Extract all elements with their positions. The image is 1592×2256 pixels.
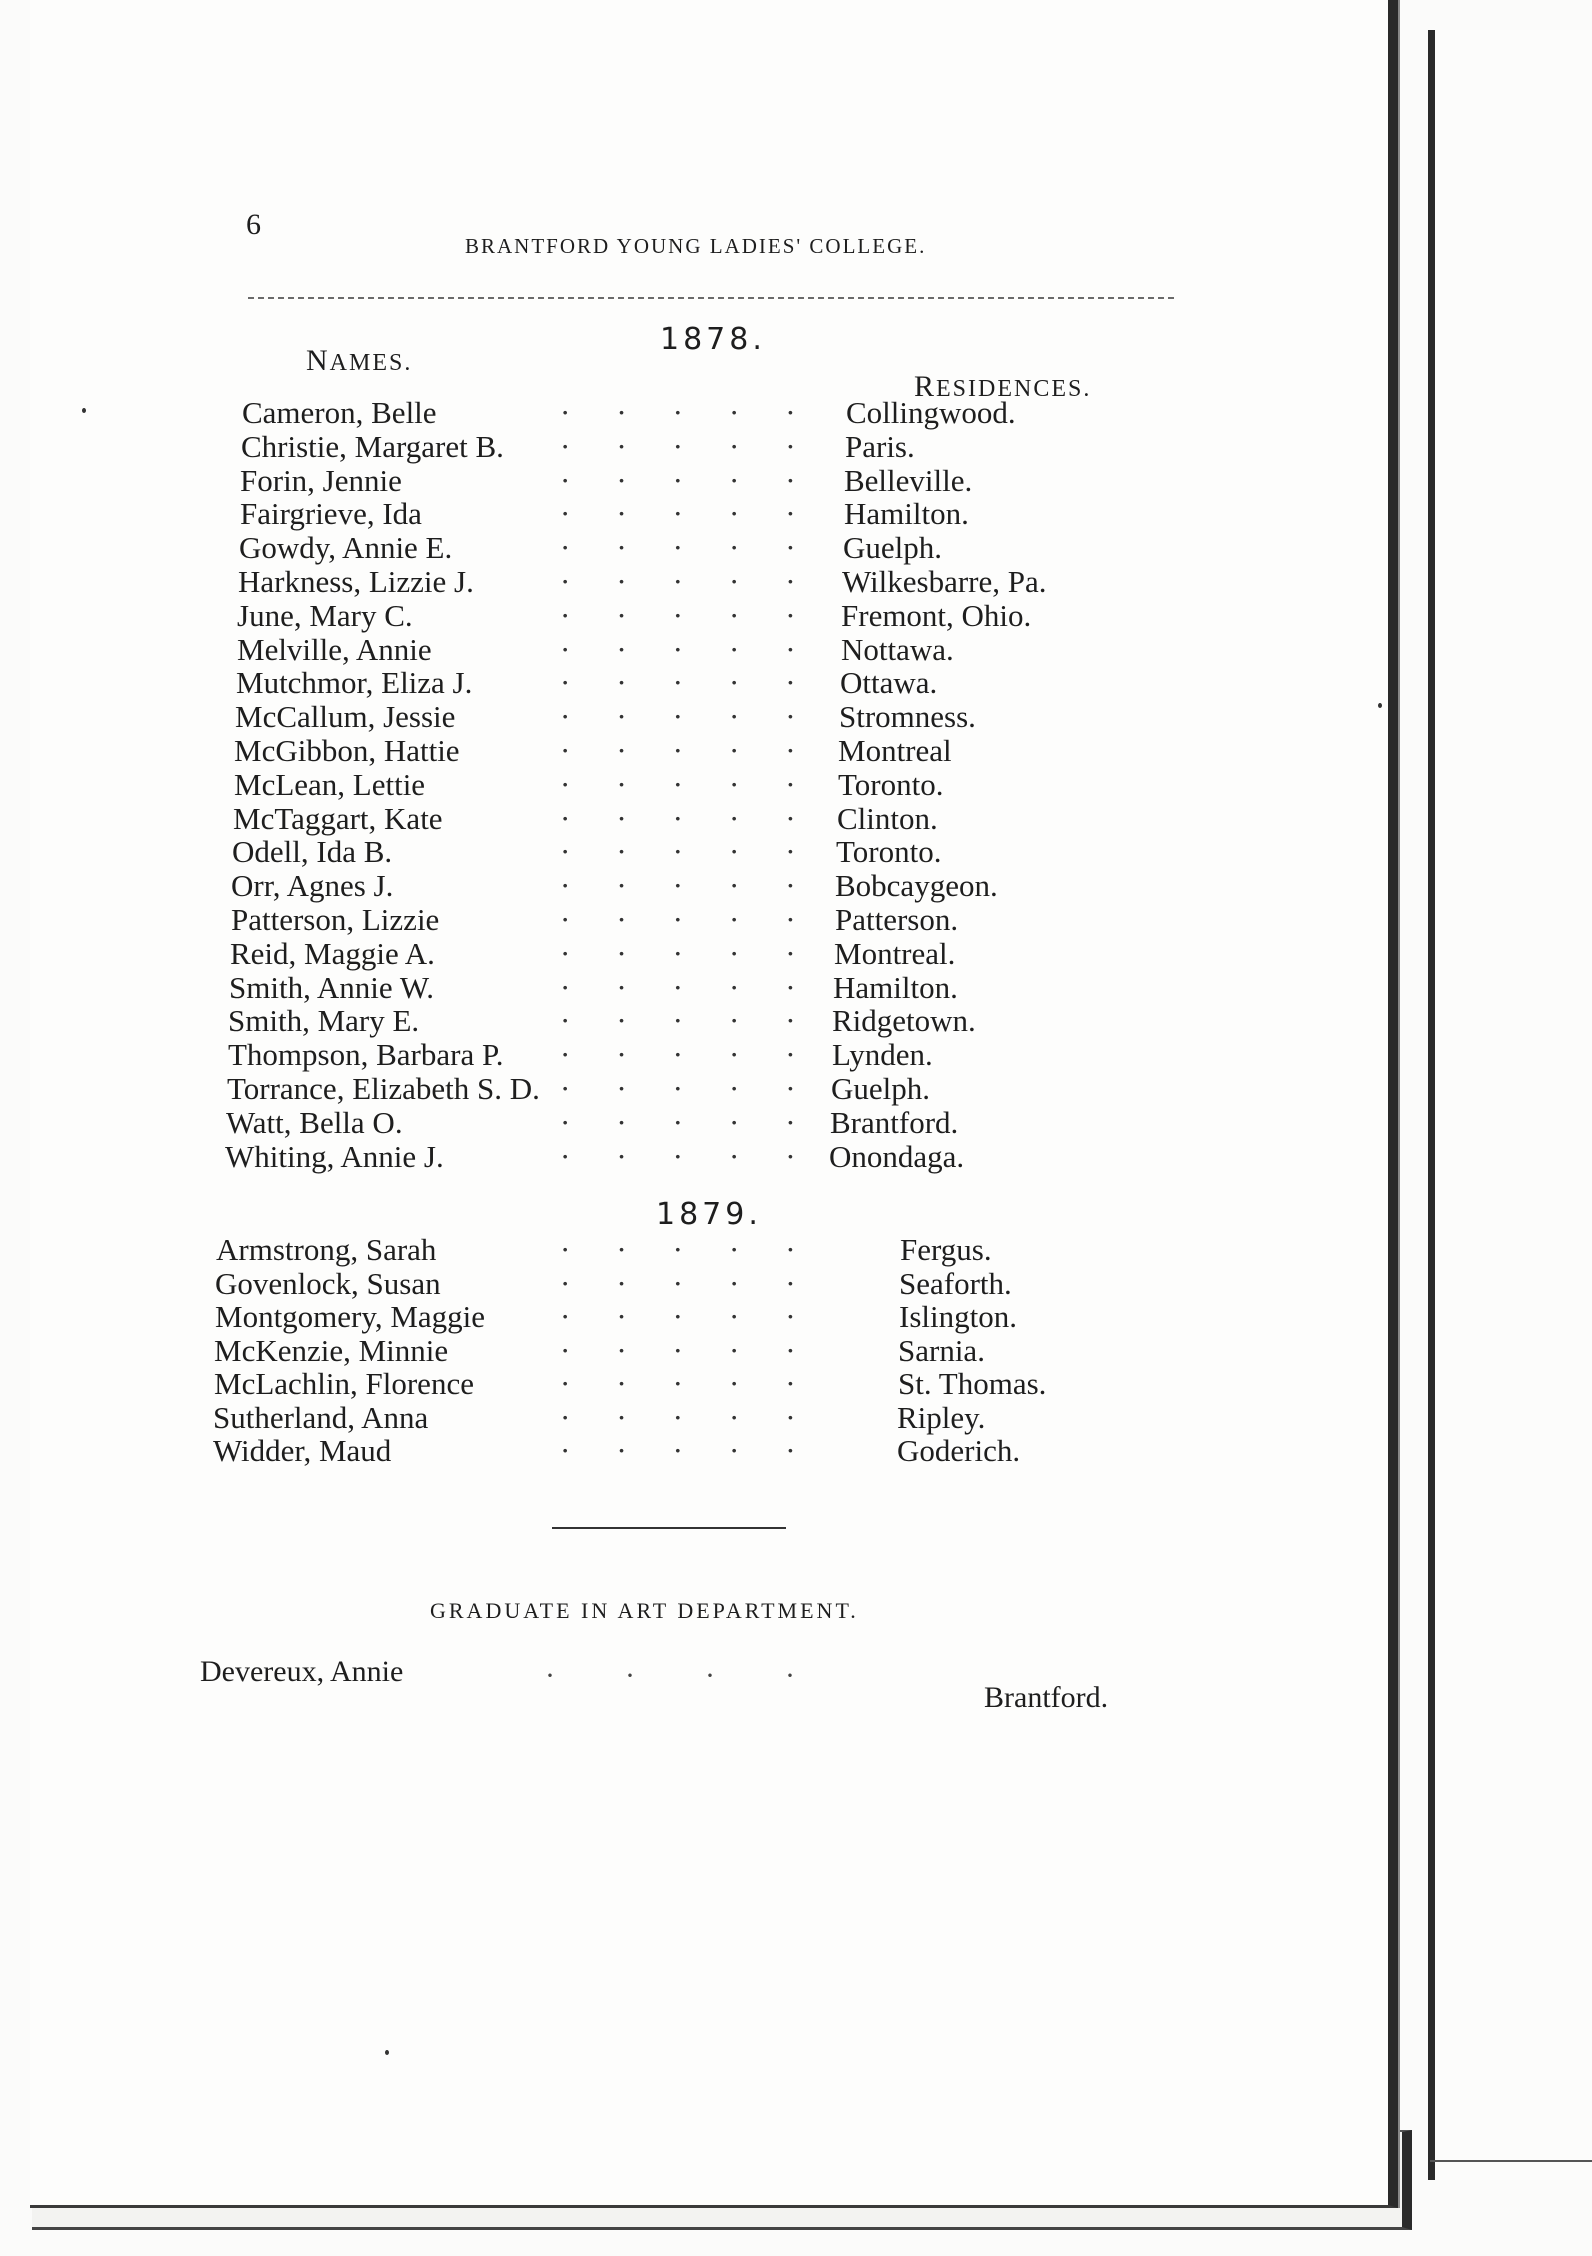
graduate-name: Harkness, Lizzie J.	[238, 564, 474, 599]
graduate-name: Thompson, Barbara P.	[228, 1037, 504, 1073]
list-item	[0, 1366, 1300, 1400]
graduate-residence: Brantford.	[830, 1104, 959, 1140]
graduate-residence: Goderich.	[897, 1433, 1021, 1468]
names-column-heading: NAMES.	[306, 344, 413, 377]
dot-leader: ·····	[560, 597, 842, 633]
graduate-name: Smith, Mary E.	[228, 1003, 420, 1039]
graduate-name: Fairgrieve, Ida	[240, 496, 422, 532]
graduate-residence: Hamilton.	[833, 969, 958, 1005]
list-item	[0, 598, 1300, 632]
list-item	[0, 1433, 1300, 1467]
list-item	[0, 1139, 1300, 1173]
graduate-name: Watt, Bella O.	[226, 1104, 403, 1140]
graduate-name: Govenlock, Susan	[215, 1265, 441, 1301]
graduate-residence: Paris.	[845, 428, 915, 464]
dot-leader: ·····	[560, 766, 842, 802]
graduate-name: Devereux, Annie	[200, 1655, 404, 1688]
dot-leader: ·····	[560, 564, 842, 599]
graduate-name: Montgomery, Maggie	[215, 1299, 486, 1334]
graduate-name: Sutherland, Anna	[213, 1399, 429, 1435]
list-item	[0, 665, 1300, 699]
graduate-residence: Guelph.	[831, 1071, 931, 1106]
list-item	[0, 1105, 1300, 1139]
page-number: 6	[246, 208, 261, 241]
graduate-name: Reid, Maggie A.	[230, 935, 435, 971]
list-item	[0, 936, 1300, 970]
dot-leader: ·····	[560, 1037, 842, 1073]
graduate-residence: Islington.	[899, 1299, 1017, 1334]
section-divider-rule	[552, 1527, 786, 1529]
list-item	[0, 1003, 1300, 1037]
residences-column-heading: RESIDENCES.	[914, 370, 1092, 403]
graduate-residence: Belleville.	[844, 462, 973, 498]
graduate-residence: Brantford.	[984, 1681, 1109, 1714]
running-head: BRANTFORD YOUNG LADIES' COLLEGE.	[465, 234, 927, 258]
graduate-residence: Toronto.	[836, 834, 942, 870]
dot-leader: ·····	[560, 530, 842, 566]
graduate-residence: Toronto.	[838, 766, 944, 802]
dot-leader: ·····	[560, 935, 842, 971]
graduate-residence: Ridgetown.	[832, 1003, 976, 1039]
list-item	[0, 1400, 1300, 1434]
graduate-name: Cameron, Belle	[242, 395, 437, 430]
graduate-name: Gowdy, Annie E.	[239, 530, 453, 566]
graduate-name: McKenzie, Minnie	[214, 1332, 449, 1368]
paper-speck	[385, 2050, 389, 2055]
graduate-residence: Ottawa.	[840, 665, 938, 701]
graduate-name: Widder, Maud	[213, 1433, 392, 1468]
list-item	[0, 496, 1300, 530]
list-item	[0, 564, 1300, 598]
list-item	[0, 868, 1300, 902]
graduate-name: Christie, Margaret B.	[241, 428, 504, 464]
dot-leader: ·····	[560, 868, 842, 904]
paper-speck	[82, 408, 86, 413]
graduate-residence: Patterson.	[835, 902, 959, 937]
graduate-residence: Nottawa.	[841, 631, 954, 667]
graduate-residence: Montreal	[838, 733, 952, 768]
list-item	[0, 1266, 1300, 1300]
graduate-residence: Ripley.	[897, 1399, 986, 1435]
dot-leader: ·····	[560, 1265, 842, 1301]
dot-leader: ····	[545, 1659, 865, 1692]
list-item	[0, 767, 1300, 801]
list-item	[0, 1333, 1300, 1367]
list-item	[0, 463, 1300, 497]
graduate-residence: Stromness.	[839, 699, 976, 735]
list-item	[0, 632, 1300, 666]
graduate-name: Whiting, Annie J.	[225, 1138, 444, 1174]
graduate-name: Patterson, Lizzie	[231, 902, 440, 937]
dot-leader: ·····	[560, 1433, 842, 1468]
graduate-name: Orr, Agnes J.	[231, 868, 394, 904]
graduate-residence: Seaforth.	[899, 1265, 1012, 1301]
dot-leader: ·····	[560, 1071, 842, 1106]
paper-speck	[1378, 703, 1382, 708]
graduate-residence: Onondaga.	[829, 1138, 965, 1174]
graduate-name: Smith, Annie W.	[229, 969, 434, 1005]
graduate-name: Forin, Jennie	[240, 462, 402, 498]
year-heading-1878: 1878.	[660, 322, 766, 357]
graduate-residence: Sarnia.	[898, 1332, 985, 1368]
list-item	[0, 902, 1300, 936]
graduate-name: Torrance, Elizabeth S. D.	[227, 1071, 540, 1106]
graduate-name: Melville, Annie	[237, 631, 432, 667]
graduate-residence: Bobcaygeon.	[835, 868, 998, 904]
dot-leader: ·····	[560, 1104, 842, 1140]
list-item	[0, 429, 1300, 463]
graduate-name: McTaggart, Kate	[233, 800, 443, 836]
graduate-residence: Guelph.	[843, 530, 943, 566]
dot-leader: ·····	[560, 496, 842, 532]
dot-leader: ·····	[560, 800, 842, 836]
graduate-residence: Wilkesbarre, Pa.	[842, 564, 1047, 599]
art-department-heading: GRADUATE IN ART DEPARTMENT.	[430, 1598, 859, 1623]
dot-leader: ·····	[560, 665, 842, 701]
graduate-residence: St. Thomas.	[898, 1366, 1047, 1401]
dot-leader: ·····	[560, 1299, 842, 1334]
year-heading-1879: 1879.	[656, 1197, 762, 1232]
list-item	[0, 801, 1300, 835]
list-item	[0, 530, 1300, 564]
graduate-name: McLean, Lettie	[234, 766, 426, 802]
list-item	[0, 1299, 1300, 1333]
graduate-residence: Fergus.	[900, 1232, 992, 1267]
dot-leader: ·····	[560, 428, 842, 464]
graduate-name: Odell, Ida B.	[232, 834, 393, 870]
graduate-name: McLachlin, Florence	[214, 1366, 474, 1401]
graduate-name: McGibbon, Hattie	[234, 733, 460, 768]
list-item	[200, 1655, 1200, 1714]
dot-leader: ·····	[560, 969, 842, 1005]
list-item	[0, 699, 1300, 733]
list-item	[0, 970, 1300, 1004]
graduate-residence: Fremont, Ohio.	[841, 597, 1032, 633]
dot-leader: ·····	[560, 631, 842, 667]
graduate-residence: Hamilton.	[844, 496, 969, 532]
graduate-name: June, Mary C.	[237, 597, 413, 633]
graduate-residence: Collingwood.	[846, 395, 1016, 430]
dot-leader: ·····	[560, 902, 842, 937]
dot-leader: ·····	[560, 1232, 842, 1267]
dot-leader: ·····	[560, 1399, 842, 1435]
list-item	[0, 395, 1300, 429]
list-item	[0, 733, 1300, 767]
list-item	[0, 834, 1300, 868]
graduate-residence: Montreal.	[834, 935, 956, 971]
dot-leader: ·····	[560, 395, 842, 430]
dot-leader: ·····	[560, 834, 842, 870]
list-item	[0, 1071, 1300, 1105]
list-item	[0, 1037, 1300, 1071]
list-item	[0, 1232, 1300, 1266]
graduate-residence: Lynden.	[832, 1037, 933, 1073]
dot-leader: ·····	[560, 1366, 842, 1401]
dot-leader: ·····	[560, 699, 842, 735]
graduate-residence: Clinton.	[837, 800, 938, 836]
dot-leader: ·····	[560, 1332, 842, 1368]
dot-leader: ·····	[560, 462, 842, 498]
graduate-name: McCallum, Jessie	[235, 699, 456, 735]
header-rule	[248, 297, 1174, 299]
dot-leader: ·····	[560, 1003, 842, 1039]
dot-leader: ·····	[560, 733, 842, 768]
dot-leader: ·····	[560, 1138, 842, 1174]
graduate-name: Mutchmor, Eliza J.	[236, 665, 473, 701]
graduate-name: Armstrong, Sarah	[216, 1232, 437, 1267]
